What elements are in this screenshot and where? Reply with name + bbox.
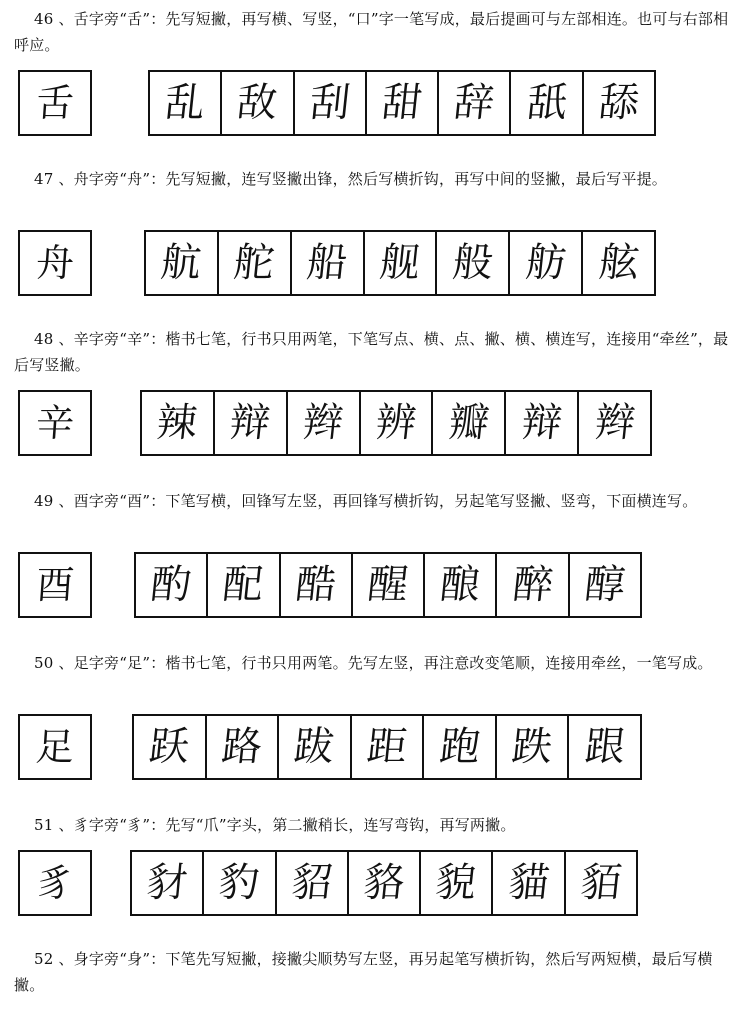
example-glyph: 跋: [292, 724, 337, 770]
example-cell: [213, 392, 286, 454]
radical-glyph: 舌: [34, 81, 76, 125]
example-glyph: 配: [221, 562, 266, 608]
example-cell: [206, 554, 278, 616]
example-glyph: 辫: [592, 400, 637, 446]
example-glyph: 酿: [437, 562, 483, 608]
example-glyph: 酌: [148, 562, 194, 608]
example-glyph: 船: [304, 240, 350, 286]
paragraph-47: 47 、舟字旁“舟”：先写短撇，连写竖撇出锋，然后写横折钩，再写中间的竖撇，最后写平提。: [34, 170, 667, 188]
example-cell: [290, 232, 363, 294]
radical-box-48: [18, 390, 92, 456]
example-glyph: 貂: [289, 860, 335, 906]
example-glyph: 路: [219, 724, 265, 770]
example-glyph: 般: [450, 240, 496, 286]
example-cell: [347, 852, 419, 914]
example-cell: [422, 716, 495, 778]
example-glyph: 跑: [437, 724, 483, 770]
example-glyph: 辣: [155, 400, 200, 446]
example-cell: [359, 392, 432, 454]
radical-box-51: [18, 850, 92, 916]
radical-glyph: 豸: [34, 861, 76, 905]
example-cell: [351, 554, 423, 616]
example-glyph: 距: [364, 724, 410, 770]
radical-box-46: [18, 70, 92, 136]
radical-glyph: 足: [34, 725, 76, 769]
example-glyph: 舔: [596, 80, 642, 126]
example-cell: [568, 554, 640, 616]
example-glyph: 辨: [373, 400, 419, 446]
radical-box-49: [18, 552, 92, 618]
example-grid-47: [144, 230, 656, 296]
example-cell: [217, 232, 290, 294]
example-glyph: 舐: [524, 80, 569, 126]
paragraph-50: 50 、足字旁“足”：楷书七笔，行书只用两笔。先写左竖，再注意改变笔顺，连接用牵丝，一笔写成。: [34, 654, 713, 672]
example-glyph: 貉: [361, 860, 407, 906]
example-glyph: 跟: [582, 724, 628, 770]
example-cell: [495, 554, 567, 616]
example-glyph: 辫: [300, 400, 346, 446]
example-cell: [150, 72, 220, 134]
example-glyph: 刮: [307, 80, 353, 126]
example-glyph: 舷: [596, 240, 641, 286]
example-glyph: 舫: [523, 240, 569, 286]
example-cell: [134, 716, 205, 778]
paragraph-49: 49 、酉字旁“酉”：下笔写横，回锋写左竖，再回锋写横折钩，另起笔写竖撇、竖弯，下面横连写。: [34, 492, 698, 510]
example-grid-46: [148, 70, 656, 136]
example-cell: [277, 716, 350, 778]
example-glyph: 醒: [365, 562, 411, 608]
example-cell: [567, 716, 640, 778]
example-cell: [564, 852, 636, 914]
example-cell: [431, 392, 504, 454]
radical-glyph: 辛: [34, 401, 76, 445]
example-cell: [437, 72, 509, 134]
radical-box-50: [18, 714, 92, 780]
example-glyph: 甜: [379, 80, 425, 126]
radical-glyph: 舟: [34, 241, 76, 285]
radical-glyph: 酉: [34, 563, 76, 607]
example-glyph: 貓: [506, 860, 551, 906]
example-cell: [581, 232, 654, 294]
example-glyph: 跃: [146, 724, 192, 770]
example-cell: [202, 852, 274, 914]
example-grid-51: [130, 850, 638, 916]
example-cell: [146, 232, 217, 294]
example-cell: [419, 852, 491, 914]
example-cell: [293, 72, 365, 134]
paragraph-46: 46 、舌字旁“舌”：先写短撇，再写横、写竖，“口”字一笔写成，最后提画可与左部相连。也可与右部相呼应。: [14, 10, 729, 54]
example-cell: [350, 716, 423, 778]
example-cell: [435, 232, 508, 294]
example-cell: [279, 554, 351, 616]
example-cell: [142, 392, 213, 454]
example-cell: [205, 716, 278, 778]
example-cell: [220, 72, 292, 134]
example-glyph: 豺: [144, 860, 190, 906]
paragraph-48: 48 、辛字旁“辛”：楷书七笔，行书只用两笔，下笔写点、横、点、撇、横、横连写，连接用“牵丝”，最后写竖撇。: [14, 330, 729, 374]
paragraph-52: 52 、身字旁“身”：下笔先写短撇，接撇尖顺势写左竖，再另起笔写横折钩，然后写两短横，最后写横撇。: [14, 950, 713, 994]
example-glyph: 辩: [519, 400, 565, 446]
example-cell: [582, 72, 654, 134]
example-glyph: 瓣: [446, 400, 492, 446]
example-cell: [509, 72, 581, 134]
example-cell: [491, 852, 563, 914]
example-glyph: 舰: [377, 240, 423, 286]
example-glyph: 舵: [231, 240, 277, 286]
example-cell: [577, 392, 650, 454]
example-cell: [495, 716, 568, 778]
example-glyph: 乱: [162, 80, 208, 126]
example-glyph: 醉: [510, 562, 555, 608]
example-glyph: 貌: [433, 860, 479, 906]
example-glyph: 貊: [578, 860, 624, 906]
example-cell: [132, 852, 202, 914]
example-grid-50: [132, 714, 642, 780]
example-glyph: 辞: [451, 80, 497, 126]
example-cell: [508, 232, 581, 294]
example-cell: [363, 232, 436, 294]
example-grid-48: [140, 390, 652, 456]
example-cell: [275, 852, 347, 914]
example-cell: [504, 392, 577, 454]
example-cell: [365, 72, 437, 134]
example-cell: [286, 392, 359, 454]
example-grid-49: [134, 552, 642, 618]
example-glyph: 辩: [227, 400, 273, 446]
example-glyph: 醇: [582, 562, 628, 608]
example-cell: [136, 554, 206, 616]
example-glyph: 敌: [235, 80, 280, 126]
paragraph-51: 51 、豸字旁“豸”：先写“爪”字头，第二撇稍长，连写弯钩，再写两撇。: [34, 816, 516, 834]
example-glyph: 豹: [217, 860, 262, 906]
example-glyph: 酷: [293, 562, 339, 608]
radical-box-47: [18, 230, 92, 296]
example-glyph: 跌: [509, 724, 555, 770]
example-glyph: 航: [159, 240, 204, 286]
example-cell: [423, 554, 495, 616]
